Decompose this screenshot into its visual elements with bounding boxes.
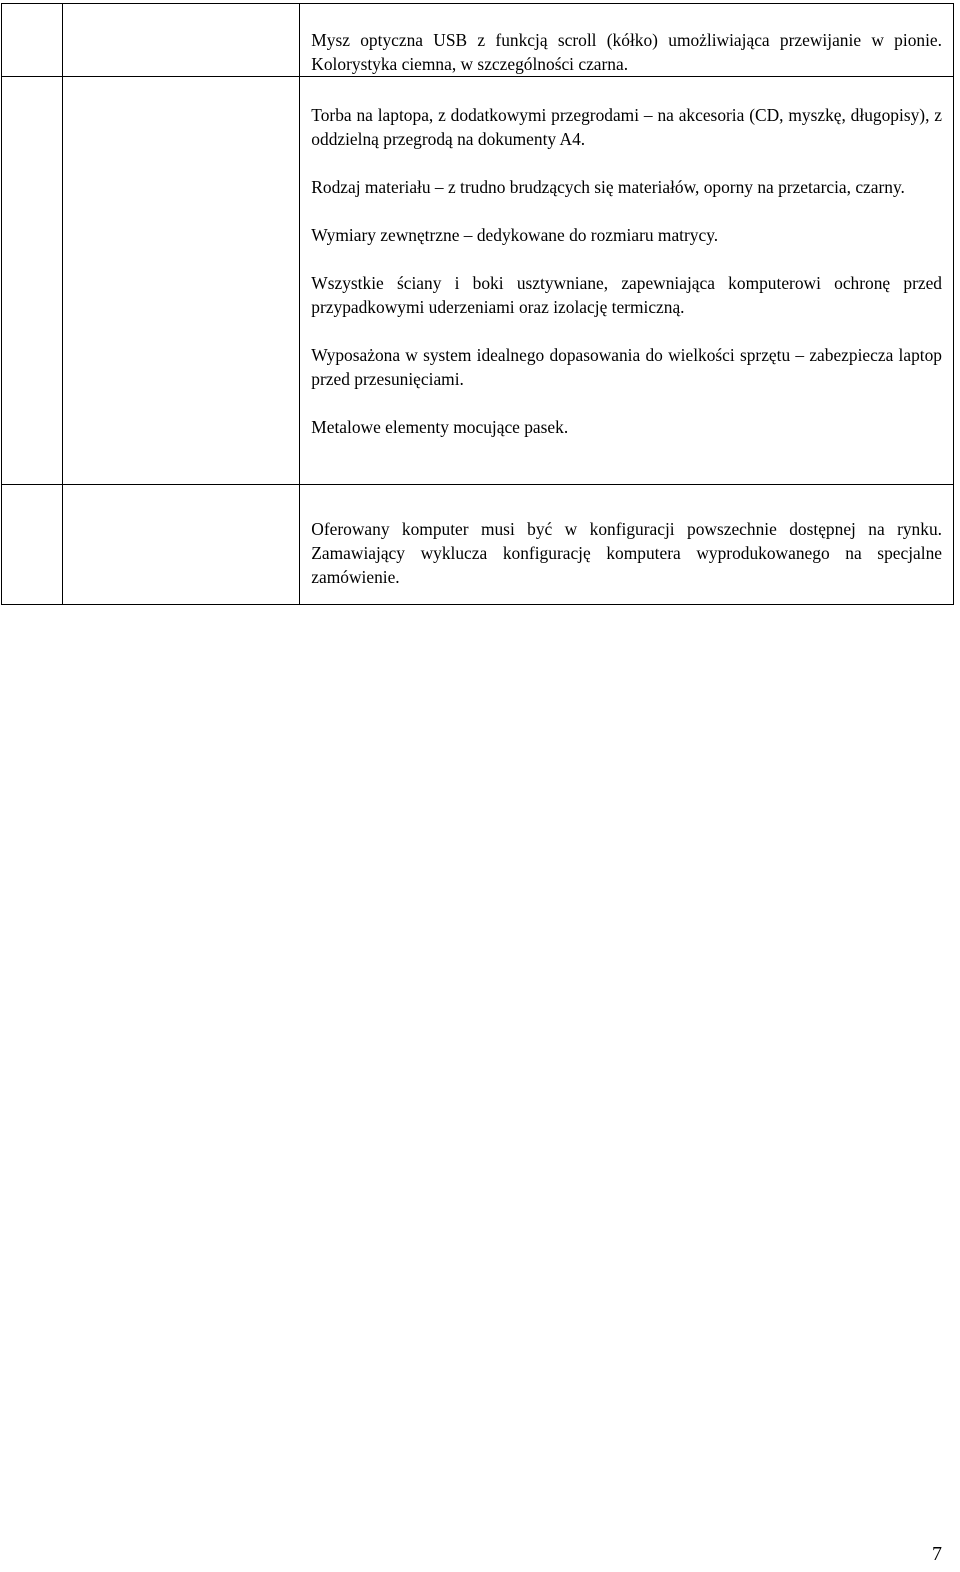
paragraph-bag-walls: Wszystkie ściany i boki usztywniane, zapewniająca komputerowi ochronę przed przypadkowymi uderzeniami oraz izolację termiczną. bbox=[311, 273, 942, 317]
table-row-bag bbox=[2, 77, 954, 485]
description-cell bbox=[300, 77, 954, 485]
row-number-cell bbox=[2, 4, 63, 77]
specification-table bbox=[1, 3, 954, 605]
table-row-mouse bbox=[2, 4, 954, 77]
paragraph-bag-dimensions: Wymiary zewnętrzne – dedykowane do rozmiaru matrycy. bbox=[311, 225, 719, 245]
item-name-cell bbox=[63, 485, 300, 605]
description-cell bbox=[300, 485, 954, 605]
paragraph-bag-compartments: Torba na laptopa, z dodatkowymi przegrodami – na akcesoria (CD, myszkę, długopisy), z oddzielną przegrodą na dokumenty A4. bbox=[311, 105, 942, 149]
table-row-configuration bbox=[2, 485, 954, 605]
row-number-cell bbox=[2, 485, 63, 605]
paragraph-bag-fit-system: Wyposażona w system idealnego dopasowania do wielkości sprzętu – zabezpiecza laptop przed przesunięciami. bbox=[311, 345, 942, 389]
item-name-cell bbox=[63, 4, 300, 77]
item-name-cell bbox=[63, 77, 300, 485]
row-number-cell bbox=[2, 77, 63, 485]
description-cell bbox=[300, 4, 954, 77]
paragraph-bag-material: Rodzaj materiału – z trudno brudzących się materiałów, oporny na przetarcia, czarny. bbox=[311, 177, 905, 197]
paragraph-mouse: Mysz optyczna USB z funkcją scroll (kółko) umożliwiająca przewijanie w pionie. Kolorystyka ciemna, w szczególności czarna. bbox=[311, 30, 942, 74]
paragraph-bag-metal-elements: Metalowe elementy mocujące pasek. bbox=[311, 417, 569, 437]
paragraph-configuration: Oferowany komputer musi być w konfiguracji powszechnie dostępnej na rynku. Zamawiający wyklucza konfigurację komputera wyprodukowanego na specjalne zamówienie. bbox=[311, 519, 942, 587]
page-number: 7 bbox=[932, 1543, 942, 1565]
